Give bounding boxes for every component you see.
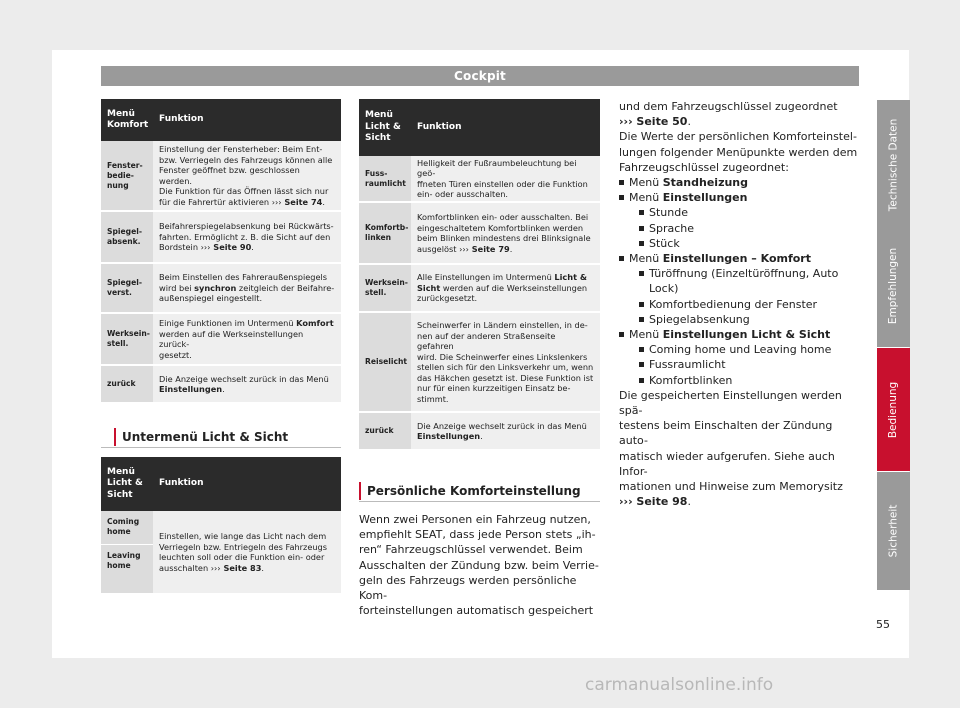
light-table	[359, 99, 600, 451]
light-table-header-function: Funktion	[411, 99, 600, 156]
row-value: Beim Einstellen des Fahreraußenspiegels wird bei synchron zeitgleich der Beifahre- außenspiegel eingestellt.	[153, 263, 341, 313]
table-row	[359, 202, 600, 264]
row-key: Fenster- bedie- nung	[101, 141, 153, 211]
list-item: Stunde	[639, 205, 864, 220]
table-row	[101, 511, 341, 544]
list-item: Stück	[639, 236, 864, 251]
list-item: Menü Einstellungen Licht & Sicht Coming home und Leaving home Fussraumlicht Komfortblinken	[619, 327, 864, 388]
right-column	[619, 99, 864, 509]
paragraph-1: und dem Fahrzeugschlüssel zugeordnet ››› Seite 50.	[619, 100, 838, 129]
row-value: Helligkeit der Fußraumbeleuchtung bei geö- ffneten Türen einstellen oder die Funktion ein- oder ausschalten.	[411, 156, 600, 202]
table-row	[101, 211, 341, 263]
row-key: Komfortb- linken	[359, 202, 411, 264]
row-value: Beifahrerspiegelabsenkung bei Rückwärts- fahrten. Ermöglicht z. B. die Sicht auf den Bordstein ››› Seite 90.	[153, 211, 341, 263]
tab-empfehlungen[interactable]: Empfehlungen	[877, 224, 910, 347]
tab-bedienung[interactable]: Bedienung	[877, 348, 910, 471]
section-title-persoenlich: Persönliche Komforteinstellung	[359, 482, 581, 500]
row-value: Einige Funktionen im Untermenü Komfort werden auf die Werkseinstellungen zurück- gesetzt.	[153, 313, 341, 365]
section2-body: Wenn zwei Personen ein Fahrzeug nutzen, empfiehlt SEAT, dass jede Person stets „ih- ren“ Fahrzeugschlüssel verwendet. Beim Ausschalten der Zündung bzw. beim Verrie- geln des Fahrzeugs werden persönliche Kom- forteinstellungen automatisch gespeichert	[359, 513, 599, 618]
list-item: Menü Standheizung	[619, 175, 864, 190]
table-row	[359, 412, 600, 450]
comfort-table-header-function: Funktion	[153, 99, 341, 141]
row-key: zurück	[101, 365, 153, 403]
row-key: Coming home	[101, 511, 153, 544]
tab-technische-daten[interactable]: Technische Daten	[877, 100, 910, 229]
list-item: Spiegelabsenkung	[639, 312, 864, 327]
page-header: Cockpit	[101, 66, 859, 86]
list-item: Komfortbedienung der Fenster	[639, 297, 864, 312]
paragraph-2: Die Werte der persönlichen Komforteinstel- lungen folgender Menüpunkte werden dem Fahrzeugschlüssel zugeordnet:	[619, 130, 858, 174]
page-number: 55	[876, 618, 890, 631]
row-key: zurück	[359, 412, 411, 450]
light-table-header-function: Funktion	[153, 457, 341, 511]
section-rule	[101, 447, 341, 448]
row-value: Die Anzeige wechselt zurück in das Menü Einstellungen.	[411, 412, 600, 450]
list-item: Coming home und Leaving home	[639, 342, 864, 357]
row-value: Einstellen, wie lange das Licht nach dem Verriegeln bzw. Entriegeln des Fahrzeugs leuchten soll oder die Funktion ein- oder ausschalten ››› Seite 83.	[153, 511, 341, 594]
light-table-header-menu: Menü Licht & Sicht	[359, 99, 411, 156]
row-key: Spiegel- absenk.	[101, 211, 153, 263]
watermark: carmanualsonline.info	[585, 675, 774, 695]
table-row	[101, 263, 341, 313]
list-item: Türöffnung (Einzeltüröffnung, Auto Lock)	[639, 266, 864, 296]
comfort-table-header-menu: Menü Komfort	[101, 99, 153, 141]
row-value: Die Anzeige wechselt zurück in das Menü Einstellungen.	[153, 365, 341, 403]
row-value: Alle Einstellungen im Untermenü Licht & Sicht werden auf die Werkseinstellungen zurückgesetzt.	[411, 264, 600, 312]
comfort-table	[101, 99, 341, 404]
row-value: Einstellung der Fensterheber: Beim Ent- bzw. Verriegeln des Fahrzeugs können alle Fenster geöffnet bzw. geschlossen werden. Die Funktion für das Öffnen lässt sich nur für die Fahrertür aktivieren ››› Seite 74.	[153, 141, 341, 211]
light-table-header-menu: Menü Licht & Sicht	[101, 457, 153, 511]
table-row	[359, 264, 600, 312]
list-item: Fussraumlicht	[639, 357, 864, 372]
table-row	[101, 365, 341, 403]
list-item: Menü Einstellungen – Komfort Türöffnung (Einzeltüröffnung, Auto Lock) Komfortbedienung der Fenster Spiegelabsenkung	[619, 251, 864, 327]
row-value: Komfortblinken ein- oder ausschalten. Bei eingeschaltetem Komfortblinken werden beim Blinken mindestens drei Blinksignale ausgelöst ››› Seite 79.	[411, 202, 600, 264]
row-key: Spiegel- verst.	[101, 263, 153, 313]
row-value: Scheinwerfer in Ländern einstellen, in de- nen auf der anderen Straßenseite gefahren wird. Die Scheinwerfer eines Linkslenkers stellen sich für den Linksverkehr um, wenn das Häkchen gesetzt ist. Diese Funktion ist nur für einen kurzzeitigen Einsatz be- stimmt.	[411, 312, 600, 412]
row-key: Werksein- stell.	[101, 313, 153, 365]
list-item: Sprache	[639, 221, 864, 236]
table-row	[359, 156, 600, 202]
menu-list	[619, 175, 864, 388]
table-row	[359, 312, 600, 412]
list-item: Menü Einstellungen Stunde Sprache Stück	[619, 190, 864, 251]
section-rule	[359, 501, 600, 502]
paragraph-3: Die gespeicherten Einstellungen werden spä- testens beim Einschalten der Zündung auto- matisch wieder aufgerufen. Siehe auch Infor- mationen und Hinweise zum Memorysitz ››› Seite 98.	[619, 388, 843, 509]
row-key: Reiselicht	[359, 312, 411, 412]
row-key: Werksein- stell.	[359, 264, 411, 312]
row-key: Leaving home	[101, 544, 153, 594]
list-item: Komfortblinken	[639, 373, 864, 388]
section-title-licht-sicht: Untermenü Licht & Sicht	[114, 428, 288, 446]
table-row	[101, 141, 341, 211]
tab-sicherheit[interactable]: Sicherheit	[877, 472, 910, 590]
table-row	[101, 313, 341, 365]
light-table-left	[101, 457, 341, 595]
row-key: Fuss- raumlicht	[359, 156, 411, 202]
